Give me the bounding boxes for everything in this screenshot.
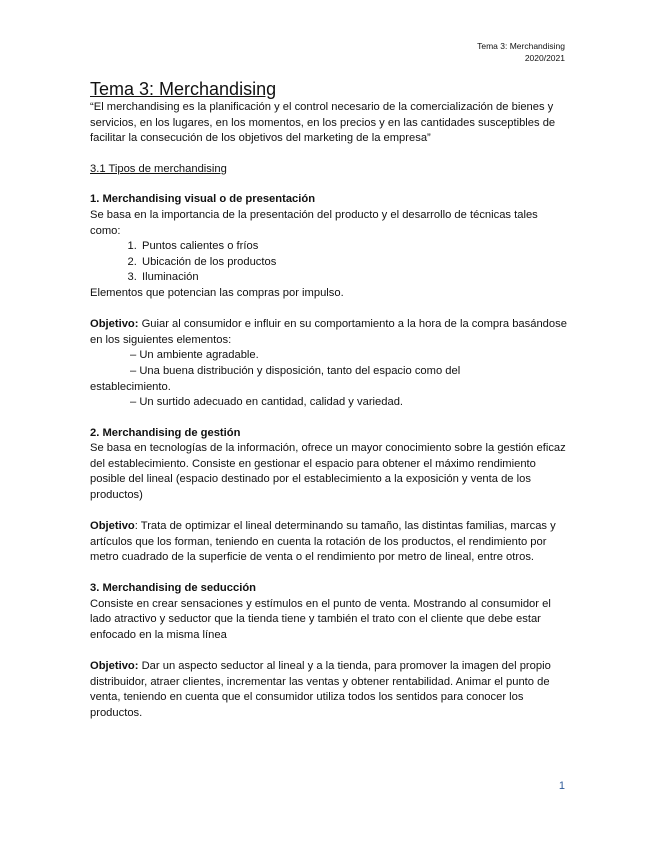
dash-item: – Un ambiente agradable.: [130, 349, 259, 362]
objective-label: Objetivo: [90, 520, 135, 533]
dash-item: – Una buena distribución y disposición, tanto del espacio como del: [130, 364, 461, 377]
gestion-objective: [90, 519, 568, 566]
seduccion-text: Consiste en crear sensaciones y estímulos en el punto de venta. Mostrando al consumidor el lado atractivo y seductor que la tienda tiene y también el trato con el cliente que debe estar enfocado en la misma línea: [90, 597, 551, 641]
objective-label: Objetivo:: [90, 660, 139, 672]
visual-heading: 1. Merchandising visual o de presentación: [90, 193, 316, 206]
seduccion-objective: [90, 659, 568, 721]
definition-quote: “El merchandising es la planificación y el control necesario de la comercialización de bienes y servicios, en los lugares, en los momentos, en los precios y en las cantidades susceptibles de facilitar la consecución de los objetivos del marketing de la empresa”: [90, 101, 556, 145]
page-number: 1: [558, 780, 565, 792]
header-year: 2020/2021: [524, 53, 565, 63]
page-header: [477, 40, 565, 64]
list-item: 2. Ubicación de los productos: [140, 255, 568, 271]
visual-objective: [90, 317, 568, 348]
document-body: [90, 78, 568, 721]
section-heading: 3.1 Tipos de merchandising: [90, 162, 227, 175]
list-item: 1. Puntos calientes o fríos: [140, 239, 568, 255]
objective-text: : Trata de optimizar el lineal determinando su tamaño, las distintas familias, marcas y artículos que los forman, teniendo en cuenta la rotación de los productos, el rendimiento por metro cuadrado de la superficie de venta o el rendimiento por metro de lineal, entre otros.: [90, 520, 556, 564]
gestion-text: Se basa en tecnologías de la información, ofrece un mayor conocimiento sobre la gestión eficaz del establecimiento. Consiste en gestionar el espacio para obtener el máximo rendimiento posible del lineal (espacio destinado por el establecimiento a la exposición y venta de los productos): [90, 442, 566, 502]
objective-label: Objetivo:: [90, 318, 139, 331]
gestion-heading: 2. Merchandising de gestión: [90, 426, 241, 439]
objective-text: Dar un aspecto seductor al lineal y a la tienda, para promover la imagen del propio distribuidor, atraer clientes, incrementar las ventas y obtener rentabilidad. Animar el punto de venta, teniendo en cuenta que el consumidor utiliza todos los sentidos para conocer los productos.: [90, 660, 551, 719]
page-title: Tema 3: Merchandising: [90, 79, 277, 99]
dash-item: – Un surtido adecuado en cantidad, calidad y variedad.: [130, 396, 404, 409]
seduccion-heading: 3. Merchandising de seducción: [90, 582, 256, 595]
dash-item-continuation: establecimiento.: [90, 380, 171, 393]
visual-points-list: [90, 239, 568, 286]
list-item: 3. Iluminación: [140, 270, 568, 286]
objective-text: Guiar al consumidor e influir en su comportamiento a la hora de la compra basándose en los siguientes elementos:: [90, 318, 567, 346]
header-topic: Tema 3: Merchandising: [477, 41, 565, 51]
visual-intro: Se basa en la importancia de la presentación del producto y el desarrollo de técnicas tales como:: [90, 208, 538, 237]
visual-after: Elementos que potencian las compras por impulso.: [90, 286, 344, 299]
